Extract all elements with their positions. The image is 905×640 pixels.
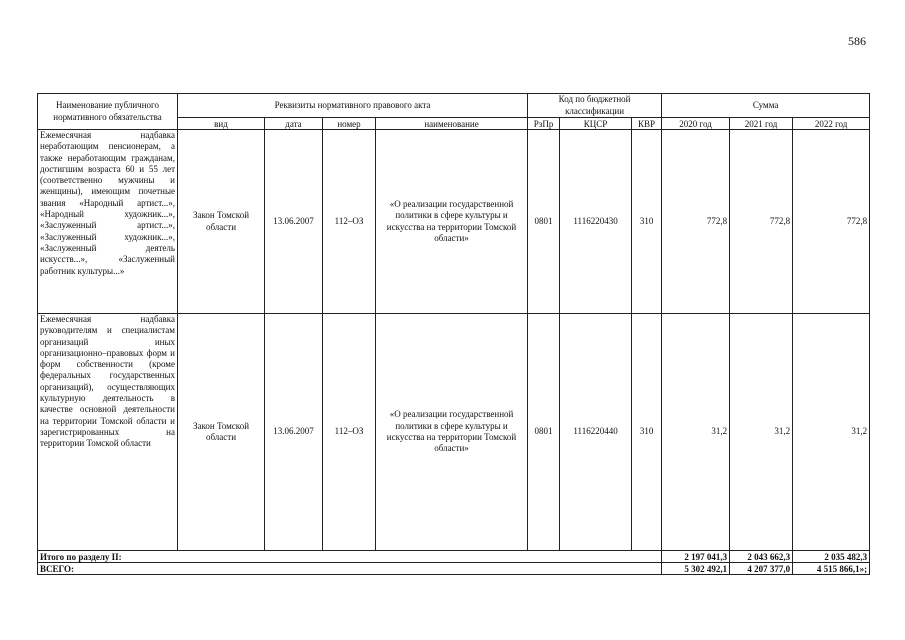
section-total-label: Итого по разделу II: — [38, 551, 662, 563]
header-number: номер — [323, 118, 376, 130]
header-vid: вид — [178, 118, 265, 130]
obligation-name: Ежемесячная надбавка руководителям и специалистам организаций иных организационно–правовых форм и форм собственности (кроме федеральных государственных организаций), осуществляющих культурную деятельность в качестве основной деятельности на территории Томской области и зарегистрированных на территории Томской области — [38, 314, 178, 551]
total-2020: 2 197 041,3 — [662, 551, 730, 563]
act-number: 112–ОЗ — [323, 314, 376, 551]
code-kvr: 310 — [632, 314, 662, 551]
sum-2022: 31,2 — [793, 314, 870, 551]
act-type: Закон Томской области — [178, 314, 265, 551]
act-title: «О реализации государственной политики в сфере культуры и искусства на территории Томской области» — [376, 130, 528, 314]
header-budget-code: Код по бюджетной классификации — [528, 94, 662, 118]
header-act-requisites: Реквизиты нормативного правового акта — [178, 94, 528, 118]
act-date: 13.06.2007 — [265, 314, 323, 551]
table-row — [38, 314, 870, 551]
code-kvr: 310 — [632, 130, 662, 314]
code-kcsr: 1116220440 — [560, 314, 632, 551]
obligation-name: Ежемесячная надбавка неработающим пенсионерам, а также неработающим гражданам, достигшим возраста 60 и 55 лет (соответственно мужчины и женщины), имеющим почетные звания «Народный артист...», «Народный художник...», «Заслуженный артист...», «Заслуженный художник...», «Заслуженный деятель искусств...», «Заслуженный работник культуры...» — [38, 130, 178, 314]
header-2020: 2020 год — [662, 118, 730, 130]
header-name: Наименование публичного нормативного обязательства — [38, 94, 178, 130]
sum-2022: 772,8 — [793, 130, 870, 314]
section-total-row — [38, 551, 870, 563]
header-date: дата — [265, 118, 323, 130]
header-2022: 2022 год — [793, 118, 870, 130]
grand-total-label: ВСЕГО: — [38, 563, 662, 575]
table-row — [38, 130, 870, 314]
header-sum: Сумма — [662, 94, 870, 118]
grand-total-2022: 4 515 866,1»; — [793, 563, 870, 575]
header-kvr: КВР — [632, 118, 662, 130]
code-rzpr: 0801 — [528, 314, 560, 551]
budget-obligations-table — [37, 93, 870, 575]
act-type: Закон Томской области — [178, 130, 265, 314]
sum-2021: 772,8 — [730, 130, 793, 314]
grand-total-2021: 4 207 377,0 — [730, 563, 793, 575]
sum-2020: 772,8 — [662, 130, 730, 314]
grand-total-row — [38, 563, 870, 575]
act-date: 13.06.2007 — [265, 130, 323, 314]
code-rzpr: 0801 — [528, 130, 560, 314]
grand-total-2020: 5 302 492,1 — [662, 563, 730, 575]
header-act-name: наименование — [376, 118, 528, 130]
header-kcsr: КЦСР — [560, 118, 632, 130]
act-title: «О реализации государственной политики в сфере культуры и искусства на территории Томской области» — [376, 314, 528, 551]
header-row-top — [38, 94, 870, 118]
total-2022: 2 035 482,3 — [793, 551, 870, 563]
act-number: 112–ОЗ — [323, 130, 376, 314]
code-kcsr: 1116220430 — [560, 130, 632, 314]
sum-2021: 31,2 — [730, 314, 793, 551]
header-rzpr: РзПр — [528, 118, 560, 130]
total-2021: 2 043 662,3 — [730, 551, 793, 563]
sum-2020: 31,2 — [662, 314, 730, 551]
header-2021: 2021 год — [730, 118, 793, 130]
page-number: 586 — [848, 34, 866, 48]
